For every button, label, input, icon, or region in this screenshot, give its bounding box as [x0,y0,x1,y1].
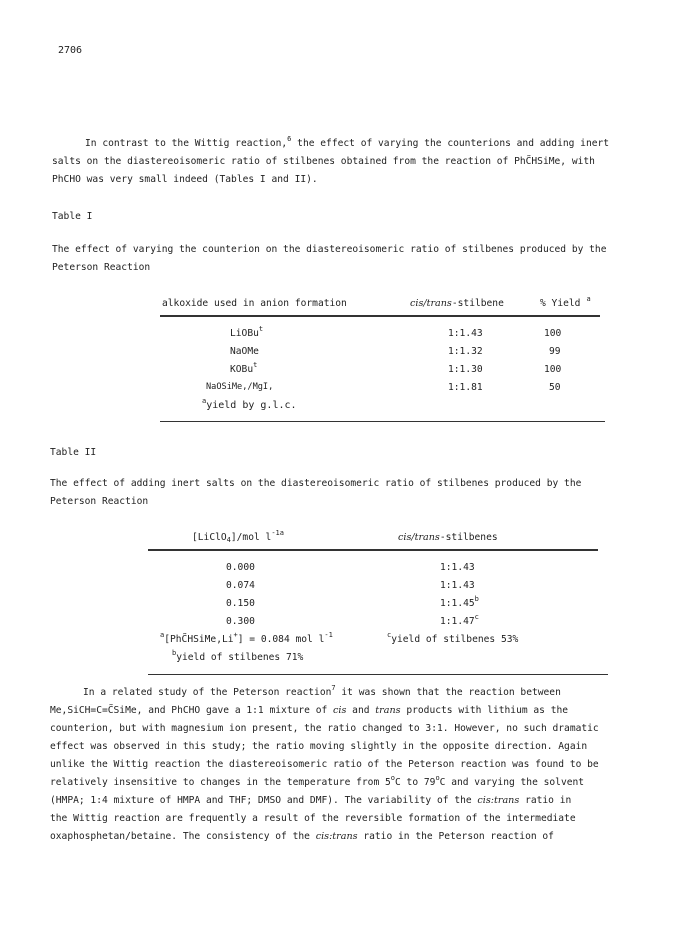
table2-header-rule [148,549,598,551]
body-line-9: oxaphosphetan/betaine. The consistency of the cis:trans ratio in the Peterson reaction of [50,831,554,842]
intro-paragraph [52,135,637,189]
table1-row-3-ratio: 1:1.30 [448,364,483,375]
body-line-7: (HMPA; 1:4 mixture of HMPA and THF; DMSO and DMF). The variability of the cis:trans ratio in [50,795,572,806]
table1-bottom-rule [160,421,605,422]
table1-footnote: $^a$yield by g.l.c. [202,397,297,411]
body-line-2: Me,SiCH=C=C̃SiMe, and PhCHO gave a 1:1 mixture of cis and trans products with lithium as the [50,705,569,716]
table2-footnote-a: $^a$[PhC̃HSiMe,Li+] = 0.084 mol $l^{-1}$ [160,631,333,645]
table2-row-4-concentration: 0.300 [226,616,255,627]
table1-row-2-alkoxide: NaOMe [230,346,259,357]
table1-row-1-yield: 100 [544,328,562,339]
body-line-8: the Wittig reaction are frequently a result of the reversible formation of the intermediate [50,813,576,824]
table2-row-1-concentration: 0.000 [226,562,255,573]
table1-row-1-alkoxide: LiOBu$^t$ [230,325,264,339]
body-line-5: unlike the Wittig reaction the diastereoisomeric ratio of the Peterson reaction was found to be [50,759,599,770]
table1-col-ratio: cis/trans-stilbene [410,298,504,309]
table2-caption-line-1: The effect of adding inert salts on the diastereoisomeric ratio of stilbenes produced by the [50,478,582,489]
table1-row-2-ratio: 1:1.32 [448,346,483,357]
table2-label: Table II [50,447,97,458]
table2-row-3-concentration: 0.150 [226,598,255,609]
table1-row-3-yield: 100 [544,364,562,375]
table2-footnote-b: $^b$yield of stilbenes 71% [172,649,304,663]
table2-row-2-ratio: 1:1.43 [440,580,475,591]
table1-caption-line-2: Peterson Reaction [52,262,151,273]
table2-row-3-ratio: 1:1.45$^b$ [440,595,479,609]
intro-line-2: salts on the diastereoisomeric ratio of stilbenes obtained from the reaction of PhC̃HSiMe, with [52,156,595,167]
table2-col-ratio: cis/trans-stilbenes [398,532,498,543]
table1-row-4-ratio: 1:1.81 [448,382,483,393]
table1-label: Table I [52,211,93,222]
intro-line-1: In contrast to the Wittig reaction,$^6$ the effect of varying the counterions and adding inert [85,135,610,149]
table1-row-3-alkoxide: KOBu$^t$ [230,361,258,375]
table2-row-2-concentration: 0.074 [226,580,255,591]
body-paragraph [50,684,650,846]
table1-header-rule [160,315,600,317]
table1-row-4-alkoxide: NaOSiMe,/MgI, [206,382,274,392]
table2-row-4-ratio: 1:1.47$^c$ [440,613,479,627]
table1-caption-line-1: The effect of varying the counterion on the diastereoisomeric ratio of stilbenes produced by the [52,244,607,255]
table2-caption-line-2: Peterson Reaction [50,496,149,507]
table1-row-4-yield: 50 [549,382,561,393]
table2-footnote-c: $^c$yield of stilbenes 53% [387,631,519,645]
table2-col-concentration: [LiClO$_4$]/mol $l^{-1a}$ [192,529,284,544]
table1-row-1-ratio: 1:1.43 [448,328,483,339]
body-line-4: effect was observed in this study; the ratio moving slightly in the opposite direction. Again [50,741,588,752]
intro-line-3: PhCHO was very small indeed (Tables I and II). [52,174,318,185]
table2-caption [50,475,635,511]
body-line-6: relatively insensitive to changes in the temperature from 5$^o$C to 79$^o$C and varying the solvent [50,774,585,788]
table1-caption [52,241,637,277]
table1-col-alkoxide: alkoxide used in anion formation [162,298,347,309]
page-number: 2706 [58,45,83,56]
table2-row-1-ratio: 1:1.43 [440,562,475,573]
table1-col-yield: % Yield $^a$ [540,295,591,309]
table1-row-2-yield: 99 [549,346,561,357]
body-line-1: In a related study of the Peterson reaction$^7$ it was shown that the reaction between [83,684,561,698]
body-line-3: counterion, but with magnesium ion present, the ratio changed to 3:1. However, no such dramatic [50,723,599,734]
table2-bottom-rule [148,674,608,675]
